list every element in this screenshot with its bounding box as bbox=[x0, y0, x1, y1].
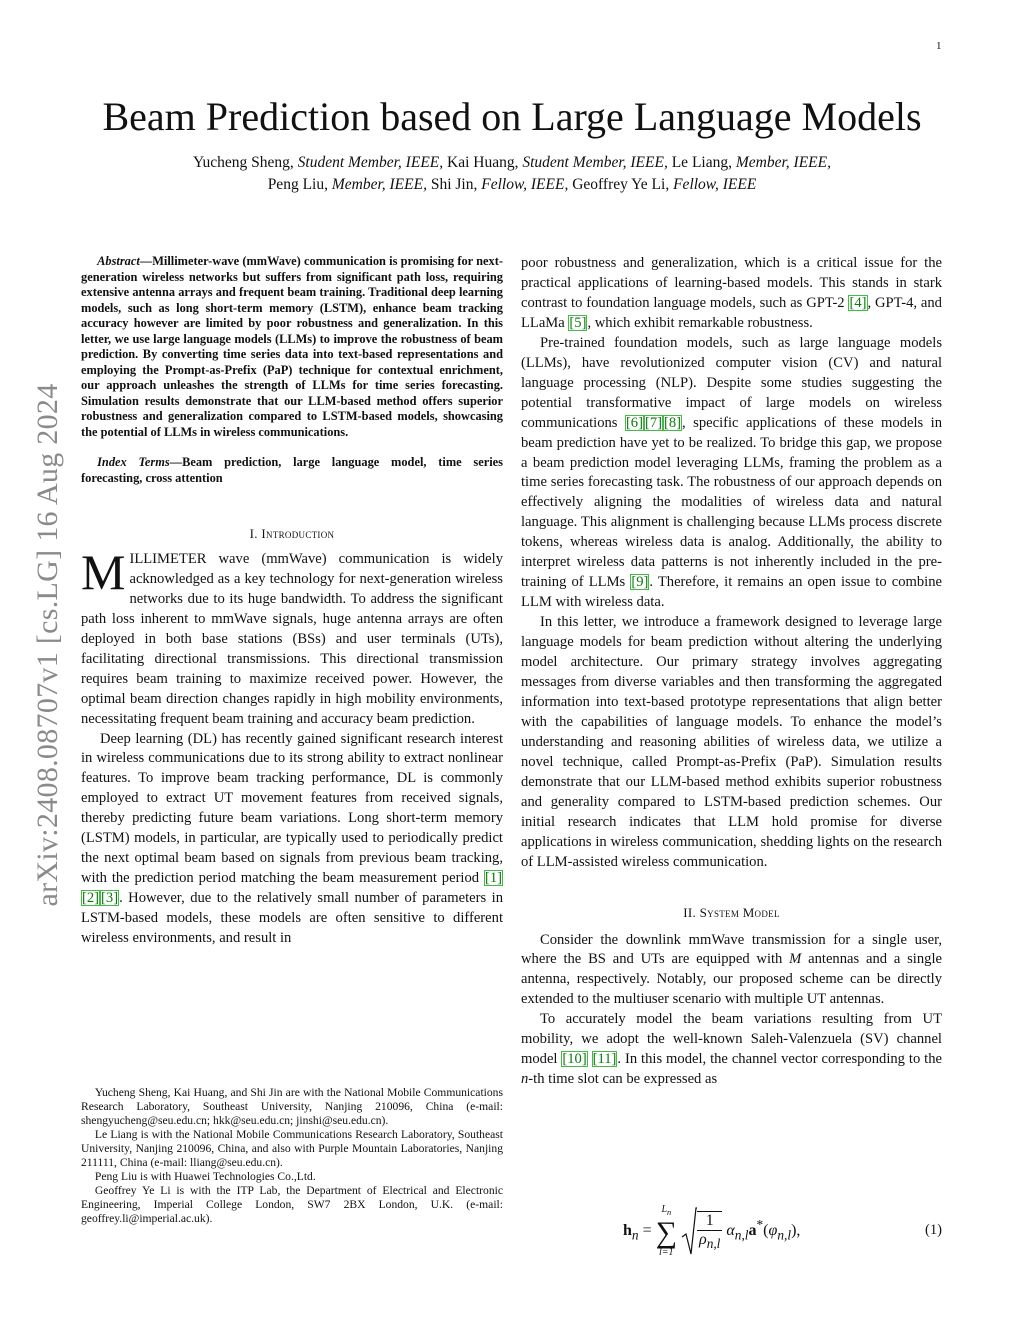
sigma-symbol: ∑ bbox=[655, 1216, 677, 1249]
citation-link[interactable]: [1] bbox=[484, 870, 502, 887]
system-paragraph-2 bbox=[521, 1010, 942, 1090]
frac-den bbox=[697, 1231, 722, 1252]
system-paragraph-1-text-b: antennas and a single antenna, respectively. Notably, our proposed scheme can be directly extended to the multiuser scenario with multiple UT antennas. bbox=[521, 951, 942, 1008]
right-paragraph-2-text-a: Pre-trained foundation models, such as large language models (LLMs), have revolutionized computer vision (CV) and natural language processing (NLP). Despite some studies suggesting the potential transformative impact of large models on wireless communications bbox=[521, 334, 942, 431]
citation-link[interactable]: [10] bbox=[562, 1051, 587, 1068]
citation-link[interactable]: [4] bbox=[849, 294, 867, 311]
author-name: Shi Jin, bbox=[430, 176, 478, 193]
sum-upper-sub: n bbox=[667, 1208, 672, 1217]
intro-paragraph-2 bbox=[81, 730, 503, 949]
left-column bbox=[81, 254, 503, 949]
equation-1 bbox=[521, 1198, 942, 1278]
index-terms bbox=[81, 455, 503, 486]
footnote: Peng Liu is with Huawei Technologies Co.,Ltd. bbox=[94, 1170, 316, 1183]
author-role: Fellow, IEEE bbox=[673, 176, 757, 193]
eq-alpha: α bbox=[726, 1222, 735, 1240]
eq-star: * bbox=[756, 1216, 764, 1232]
math-symbol: M bbox=[789, 951, 802, 968]
system-paragraph-1-text-a: Consider the downlink mmWave transmission for a single user, where the BS and UTs are equipped with bbox=[521, 931, 942, 968]
paper-title: Beam Prediction based on Large Language Models bbox=[102, 94, 922, 139]
sum-lower: l=1 bbox=[659, 1247, 674, 1258]
author-list bbox=[0, 152, 1024, 196]
eq-lhs-sub: n bbox=[631, 1227, 639, 1243]
right-paragraph-2 bbox=[521, 334, 942, 613]
math-symbol: n bbox=[521, 1071, 529, 1088]
eq-alpha-sub: n,l bbox=[734, 1227, 749, 1243]
eq-vec: a bbox=[748, 1222, 757, 1240]
eq-phi-sub: n,l bbox=[777, 1227, 792, 1243]
right-column bbox=[521, 254, 942, 1090]
index-terms-label: Index Terms bbox=[97, 455, 170, 469]
abstract-label: Abstract bbox=[97, 254, 140, 268]
footnote: Geoffrey Ye Li is with the ITP Lab, the Department of Electrical and Electronic Engineering, Imperial College London, SW7 2BX London, U.K. (e-mail: geoffrey.li@imperial.ac.uk). bbox=[81, 1184, 503, 1225]
intro-paragraph-1 bbox=[81, 543, 503, 730]
author-name: Kai Huang, bbox=[447, 154, 519, 171]
citation-link[interactable]: [2] bbox=[82, 890, 100, 907]
abstract-text: —Millimeter-wave (mmWave) communication is promising for next-generation wireless networks but suffers from significant path loss, requiring extensive antenna arrays and frequent beam training. Traditional deep learning models, such as long short-term memory (LSTM), enhance beam tracking accuracy however are limited by poor robustness and generalization. In this letter, we use large language models (LLMs) to improve the robustness of beam prediction. By converting time series data into text-based representations and employing the Prompt-as-Prefix (PaP) technique for contextual enrichment, our approach unleashes the strength of LLMs for time series forecasting. Simulation results demonstrate that our LLM-based method offers superior robustness and generalization compared to LSTM-based models, showcasing the potential of LLMs in wireless communications. bbox=[81, 254, 503, 439]
section-heading-system-model: II. System Model bbox=[683, 904, 780, 920]
citation-link[interactable]: [9] bbox=[631, 574, 649, 591]
eq-phi: φ bbox=[768, 1222, 778, 1240]
footnotes bbox=[81, 1086, 503, 1226]
eq-lhs: h bbox=[623, 1222, 632, 1240]
citation-link[interactable]: [11] bbox=[592, 1051, 617, 1068]
citation-link[interactable]: [8] bbox=[664, 414, 682, 431]
right-paragraph-2-text-c: . Therefore, it remains an open issue to combine LLM with wireless data. bbox=[521, 574, 942, 611]
right-paragraph-3: In this letter, we introduce a framework designed to leverage large language models for beam prediction without altering the underlying model architecture. Our primary strategy involves aggregating messages from diverse variables and then transforming the aggregated information into text-based prototype representations that align better with the capabilities of language models. To enhance the model’s understanding and reasoning abilities of wireless data, we utilize a novel technique, called Prompt-as-Prefix (PaP). Simulation results demonstrate that our LLM-based method exhibits superior robustness and generality compared to LSTM-based prediction schemes. Our initial research indicates that LLM hold promise for diverse applications in wireless communication, shedding lights on the research of LLM-assisted wireless communication. bbox=[521, 614, 942, 870]
summation bbox=[656, 1204, 677, 1259]
footnote: Yucheng Sheng, Kai Huang, and Shi Jin are with the National Mobile Communications Research Laboratory, Southeast University, Nanjing 210096, China (e-mail: shengyucheng@seu.edu.cn; hkk@seu.edu.cn; jinshi@seu.edu.cn). bbox=[81, 1086, 503, 1127]
frac-num: 1 bbox=[697, 1212, 722, 1231]
page-number: 1 bbox=[936, 40, 942, 52]
author-name: Geoffrey Ye Li, bbox=[572, 176, 670, 193]
arxiv-stamp bbox=[18, 345, 78, 945]
system-paragraph-2-text-a: To accurately model the beam variations resulting from UT mobility, we adopt the well-known Saleh-Valenzuela (SV) channel model bbox=[521, 1011, 942, 1068]
system-paragraph-1 bbox=[521, 931, 942, 1011]
radical-icon bbox=[681, 1207, 697, 1257]
citation-link[interactable]: [6] bbox=[625, 414, 643, 431]
author-role: Member, IEEE, bbox=[735, 154, 831, 171]
right-paragraph-1-text-a: poor robustness and generalization, which is a critical issue for the practical applications of learning-based models. This stands in stark contrast to foundation language models, such as GPT-2 bbox=[521, 255, 942, 311]
intro-paragraph-2-text-a: Deep learning (DL) has recently gained significant research interest in wireless communications due to its strong ability to extract nonlinear features. To improve beam tracking performance, DL is commonly employed to extract UT movement features from received signals, thereby predicting future beam variations. Long short-term memory (LSTM) models, in particular, are typically used to periodically predict the next optimal beam based on signals from previous beam tracking, with the prediction period matching the beam measurement period bbox=[81, 730, 503, 887]
square-root bbox=[681, 1207, 722, 1257]
intro-paragraph-2-text-b: . However, due to the relatively small number of parameters in LSTM-based models, these models are often sensitive to different wireless environments, and result in bbox=[81, 890, 503, 947]
author-name: Le Liang, bbox=[671, 154, 732, 171]
section-heading-introduction: I. Introduction bbox=[249, 526, 335, 541]
abstract bbox=[81, 254, 503, 440]
dropcap: M bbox=[81, 543, 126, 600]
sum-upper-text: L bbox=[661, 1204, 667, 1215]
footnote: Le Liang is with the National Mobile Communications Research Laboratory, Southeast University, Nanjing 210096, China, and also with Purple Mountain Laboratories, Nanjing 211111, China (e-mail: lliang@seu.edu.cn). bbox=[81, 1128, 503, 1169]
arxiv-stamp-text: arXiv:2408.08707v1 [cs.LG] 16 Aug 2024 bbox=[31, 383, 64, 907]
fraction bbox=[697, 1211, 722, 1252]
frac-den-text: ρ bbox=[699, 1230, 707, 1248]
author-role: Member, IEEE, bbox=[331, 176, 427, 193]
frac-den-sub: n,l bbox=[706, 1236, 721, 1252]
equation-number: (1) bbox=[924, 1222, 942, 1238]
author-name: Yucheng Sheng, bbox=[193, 154, 294, 171]
citation-link[interactable]: [5] bbox=[569, 314, 587, 331]
citation-link[interactable]: [7] bbox=[644, 414, 662, 431]
intro-paragraph-1-text: ILLIMETER wave (mmWave) communication is widely acknowledged as a key technology for next-generation wireless networks due to its huge bandwidth. To address the significant path loss inherent to mmWave signals, huge antenna arrays are often deployed in both base stations (BSs) and user terminals (UTs), facilitating directional transmissions. This directional transmission requires beam training to maximize received power. However, the optimal beam direction changes rapidly in high mobility environments, necessitating frequent beam training and accuracy beam prediction. bbox=[81, 550, 503, 727]
author-role: Student Member, IEEE, bbox=[522, 154, 668, 171]
system-paragraph-2-text-c: -th time slot can be expressed as bbox=[528, 1071, 718, 1088]
system-paragraph-2-text-b: . In this model, the channel vector corresponding to the bbox=[617, 1051, 942, 1068]
eq-tail: ), bbox=[791, 1222, 801, 1240]
right-paragraph-1-text-b: , GPT-4, and LLaMa bbox=[521, 294, 942, 331]
author-role: Fellow, IEEE, bbox=[481, 176, 569, 193]
right-paragraph-2-text-b: , specific applications of these models in beam prediction have yet to be realized. To bridge this gap, we propose a beam prediction model leveraging LLMs, framing the problem as a time series forecasting task. The robustness of our approach depends on effectively aligning the modalities of wireless data and natural language. This alignment is challenging because LLMs process discrete tokens, whereas wireless data is analog. Additionally, the ability to interpret wireless data patterns is not inherently included in the pre-training of LLMs bbox=[521, 414, 942, 591]
right-paragraph-1 bbox=[521, 254, 942, 334]
equation-body: $h_n$ = $L_n$ ∑ l=1 $\frac{1}{\rho_{n,l}}$ $\alpha_{n,l}a^*(\varphi_{n,l})$, bbox=[623, 1204, 801, 1258]
author-name: Peng Liu, bbox=[267, 176, 328, 193]
author-role: Student Member, IEEE, bbox=[297, 154, 444, 171]
index-terms-text: —Beam prediction, large language model, time series forecasting, cross attention bbox=[81, 455, 503, 485]
citation-link[interactable]: [3] bbox=[101, 890, 119, 907]
right-paragraph-1-text-c: , which exhibit remarkable robustness. bbox=[587, 314, 813, 331]
